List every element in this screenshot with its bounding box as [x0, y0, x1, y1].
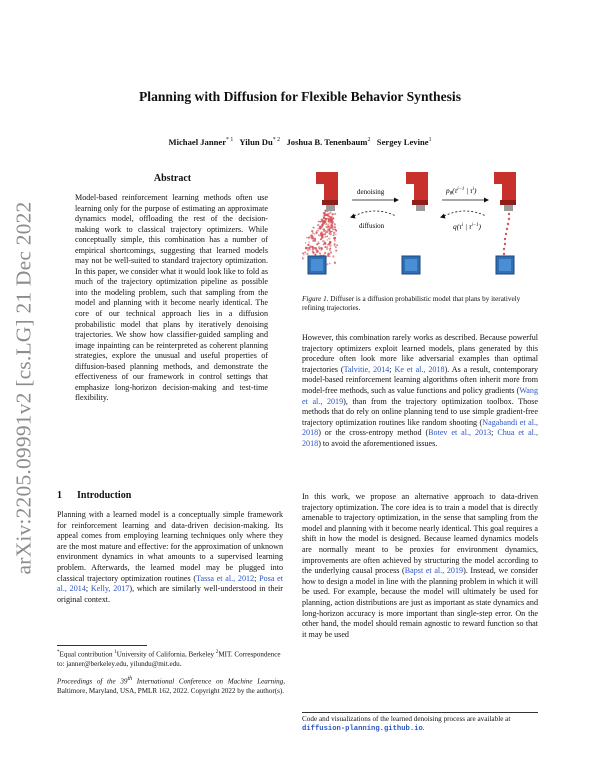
clean-trajectory — [503, 213, 510, 255]
author-3: Joshua B. Tenenbaum$^2$ — [286, 137, 371, 147]
intro-paragraph: Planning with a learned model is a conceptually simple framework for reinforcement learning and data-driven decision-making. Its appeal comes from employing learning techniques only where they are the most mature and effective: for the approximation of unknown environment dynamics in what amounts to a supervised learning problem. Afterwards, the learned model may be plugged into classical trajectory optimization routines (Tassa et al., 2012; Posa et al., 2014; Kelly, 2017), which are similarly well-understood in their original context. — [57, 510, 284, 604]
citation-link[interactable]: Nagabandi et al., 2018 — [302, 417, 538, 438]
right-paragraph-1: However, this combination rarely works as described. Because powerful trajectory optimizers exploit learned models, plans generated by this procedure often look more like adversarial examples than optimal trajectories (Talvitie, 2014; Ke et al., 2018). As a result, contemporary model-based reinforcement learning algorithms often inherit more from model-free methods, such as value functions and policy gradients (Wang et al., 2019), than from the trajectory optimization toolbox. Those methods that do rely on online planning tend to use simple gradient-free trajectory optimization routines like random shooting (Nagabandi et al., 2018) or the cross-entropy method (Botev et al., 2013; Chua et al., 2018) to avoid the aforementioned issues. — [302, 333, 539, 448]
project-url-link[interactable]: diffusion-planning.github.io — [302, 725, 423, 734]
denoise-arrow-right — [440, 198, 489, 219]
right-paragraph-2: In this work, we propose an alternative approach to data-driven trajectory optimization. The core idea is to train a model that is directly amenable to trajectory optimization, in the sense that sampling from the model and planning with it become nearly identical. This goal requires a shift in how the model is designed. Because learned dynamics models are normally meant to be proxies for environment dynamics, improvements are often achieved by structuring the model according to the underlying causal process (Bapst et al., 2019). Instead, we consider how to design a model in line with the planning problem in which it will be used. For example, because the model will ultimately be used for planning, action distributions are just as important as state dynamics and long-horizon accuracy is more important than single-step error. On the other hand, the model should remain agnostic to reward function so that it may be used — [302, 492, 538, 639]
citation-link[interactable]: Talvitie, 2014 — [343, 364, 390, 374]
citation-link[interactable]: Posa et al., 2014 — [57, 573, 284, 594]
proceedings-note: Proceedings of the 39th International Conference on Machine Learning, Baltimore, Maryland, USA, PMLR 162, 2022. Copyright 2022 by the author(s). — [57, 676, 285, 695]
label-reverse-process: $p_\theta(\tau^{i-1}$ | $\tau^i$) — [446, 186, 477, 197]
cube-middle — [402, 256, 420, 274]
paper-title: Planning with Diffusion for Flexible Behavior Synthesis — [138, 89, 461, 104]
footnote: *Equal contribution $^1$University of California, Berkeley $^2$MIT. Correspondence to: janner@berkeley.edu, yilundu@mit.edu. — [57, 650, 281, 669]
label-forward-process: $q(\tau^i$ | $\tau^{i-1}$) — [453, 222, 481, 231]
author-2: Yilun Du$^{* 2}$ — [239, 137, 281, 147]
author-list — [60, 137, 540, 147]
figure-1-diagram — [302, 170, 538, 290]
author-4: Sergey Levine$^1$ — [376, 137, 432, 147]
label-denoising: denoising — [357, 188, 385, 196]
author-1: Michael Janner$^{* 1}$ — [168, 137, 234, 147]
intro-title: Introduction — [77, 490, 132, 501]
abstract-text: Model-based reinforcement learning methods often use learning only for the purpose of estimating an approximate dynamics model, offloading the rest of the decision-making work to classical trajectory optimizers. While conceptually simple, this combination has a number of empirical shortcomings, suggesting that learned models may not be well-suited to standard trajectory optimization. In this paper, we consider what it would look like to fold as much of the trajectory optimization pipeline as possible into the modeling problem, such that sampling from the model and planning with it become nearly identical. The core of our technical approach lies in a diffusion probabilistic model that plans by iteratively denoising trajectories. We show how classifier-guided sampling and image inpainting can be reinterpreted as coherent planning strategies, explore the unusual and useful properties of diffusion-based planning methods, and demonstrate the effectiveness of our framework in control settings that emphasize long-horizon decision-making and test-time flexibility. — [75, 193, 268, 403]
robot-arm-right — [494, 172, 516, 211]
citation-link[interactable]: Kelly, 2017 — [90, 584, 130, 594]
robot-arm-middle — [406, 172, 428, 211]
robot-arm-left — [316, 172, 338, 211]
intro-heading — [57, 490, 131, 501]
code-footnote-rule — [302, 712, 538, 713]
arxiv-id: arXiv:2205.09991v2 [cs.LG] 21 Dec 2022 — [11, 200, 36, 575]
citation-link[interactable]: Chua et al., 2018 — [302, 428, 538, 448]
label-diffusion: diffusion — [359, 222, 385, 230]
citation-link[interactable]: Wang et al., 2019 — [302, 385, 538, 406]
cube-right — [496, 256, 514, 274]
abstract-heading: Abstract — [153, 173, 192, 184]
citation-link[interactable]: Tassa et al., 2012 — [196, 573, 255, 583]
citation-link[interactable]: Ke et al., 2018 — [394, 364, 445, 374]
intro-number: 1 — [57, 490, 62, 501]
arxiv-stamp — [4, 200, 44, 575]
denoise-arrow-left — [350, 198, 399, 219]
citation-link[interactable]: Botev et al., 2013 — [428, 428, 492, 438]
code-footnote: Code and visualizations of the learned denoising process are available at diffusion-planning.github.io. — [302, 715, 511, 734]
footnote-rule — [57, 645, 147, 646]
figure-caption: Figure 1. Diffuser is a diffusion probabilistic model that plans by iteratively refining trajectories. — [302, 295, 521, 313]
cube-left — [308, 256, 326, 274]
citation-link[interactable]: Bapst et al., 2019 — [404, 566, 464, 576]
